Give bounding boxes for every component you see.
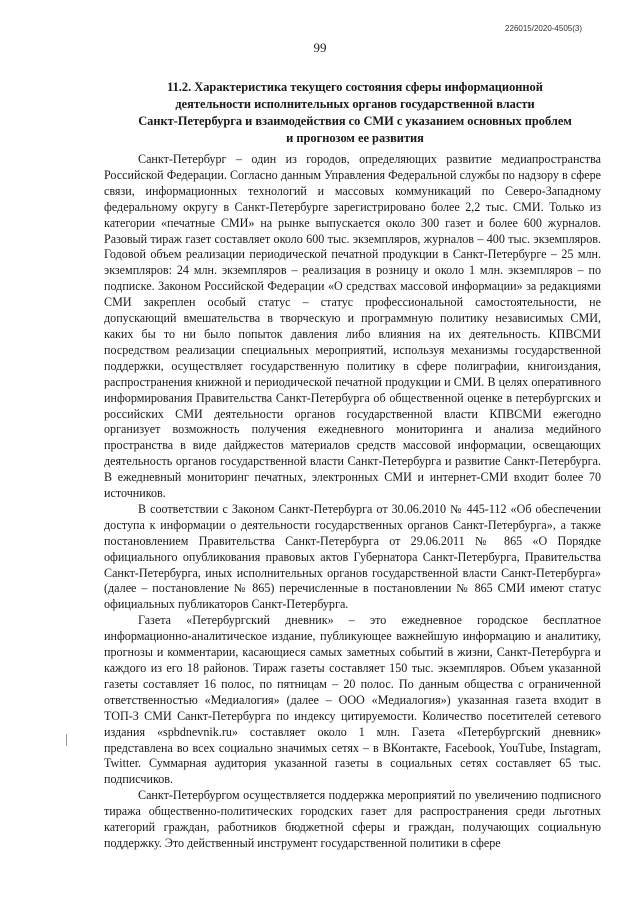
paragraph-media-overview: Санкт-Петербург – один из городов, определяющих развитие медиапространства Российской Федерации. Согласно данным Управления Федеральной службы по надзору в сфере связи, информационных технологий и массовых коммуникаций по Северо-Западному федеральному округу в Санкт-Петербурге зарегистрировано более 2,2 тыс. СМИ. Только из категории «печатные СМИ» на рынке выпускается около 300 газет и более 600 журналов. Разовый тираж газет составляет около 600 тыс. экземпляров, журналов – 400 тыс. экземпляров. Годовой объем реализации периодической печатной продукции в Санкт-Петербурге – 25 млн. экземпляров: 24 млн. экземпляров – реализация в розницу и около 1 млн. экземпляров – по подписке. Законом Российской Федерации «О средствах массовой информации» за редакциями СМИ закреплен особый статус – статус профессиональной самостоятельности, не допускающий вмешательства в творческую и программную политику независимых СМИ, каких бы то ни было попыток давления либо влияния на их деятельность. КПВСМИ посредством реализации специальных мероприятий, используя механизмы государственной поддержки, осуществляет государственную политику в сфере полиграфии, книгоиздания, распространения книжной и периодической печатной продукции и СМИ. В целях оперативного информирования Правительства Санкт-Петербурга об общественной оценке в петербургских и российских СМИ деятельности органов государственной власти КПВСМИ ежегодно организует возможность получения ежедневного мониторинга и анализа медийного пространства в виде дайджестов материалов средств массовой информации, освещающих деятельность органов государственной власти Санкт-Петербурга и развитие Санкт-Петербурга. В ежедневный мониторинг печатных, электронных СМИ и интернет-СМИ входит более 70 источников. [104,152,601,501]
paragraph-subscription-support: Санкт-Петербургом осуществляется поддержка мероприятий по увеличению подписного тиража общественно-политических городских газет для распространения среди льготных категорий граждан, работников бюджетной сферы и граждан, получающих социальную поддержку. Это действенный инструмент государственной политики в сфере [104,788,601,850]
margin-mark [66,734,67,746]
body-text [104,152,601,852]
section-heading [120,79,590,147]
section-heading-line: 11.2. Характеристика текущего состояния сферы информационной [167,80,543,94]
section-heading-line: Санкт-Петербурга и взаимодействия со СМИ с указанием основных проблем [138,114,572,128]
section-heading-line: и прогнозом ее развития [286,131,424,145]
section-heading-line: деятельности исполнительных органов государственной власти [175,97,535,111]
paragraph-petersburg-diary: Газета «Петербургский дневник» – это ежедневное городское бесплатное информационно-аналитическое издание, публикующее важнейшую информацию и аналитику, прогнозы и комментарии, касающиеся самых заметных событий в жизни, Санкт-Петербурга и каждого из его 18 районов. Тираж газеты составляет 150 тыс. экземпляров. Объем указанной газеты составляет 16 полос, по пятницам – 20 полос. По данным общества с ограниченной ответственностью «Медиалогия» (далее – ООО «Медиалогия») указанная газета входит в ТОП-3 СМИ Санкт-Петербурга по индексу цитируемости. Количество посетителей сетевого издания «spbdnevnik.ru» составляет около 1 млн. Газета «Петербургский дневник» представлена во всех социально значимых сетях – в ВКонтакте, Facebook, YouTube, Instagram, Twitter. Суммарная аудитория указанной газеты в социальных сетях составляет 65 тыс. подписчиков. [104,613,601,787]
page-number: 99 [313,40,327,55]
paragraph-legal-basis: В соответствии с Законом Санкт-Петербурга от 30.06.2010 № 445-112 «Об обеспечении доступа к информации о деятельности государственных органов Санкт-Петербурга», а также постановлением Правительства Санкт-Петербурга от 29.06.2011 № 865 «О Порядке официального опубликования правовых актов Губернатора Санкт-Петербурга, Правительства Санкт-Петербурга, иных исполнительных органов государственной власти Санкт-Петербурга» (далее – постановление № 865) перечисленные в постановлении № 865 СМИ имеют статус официальных публикаторов Санкт-Петербурга. [104,501,601,612]
document-id: 226015/2020-4505(3) [505,24,582,33]
